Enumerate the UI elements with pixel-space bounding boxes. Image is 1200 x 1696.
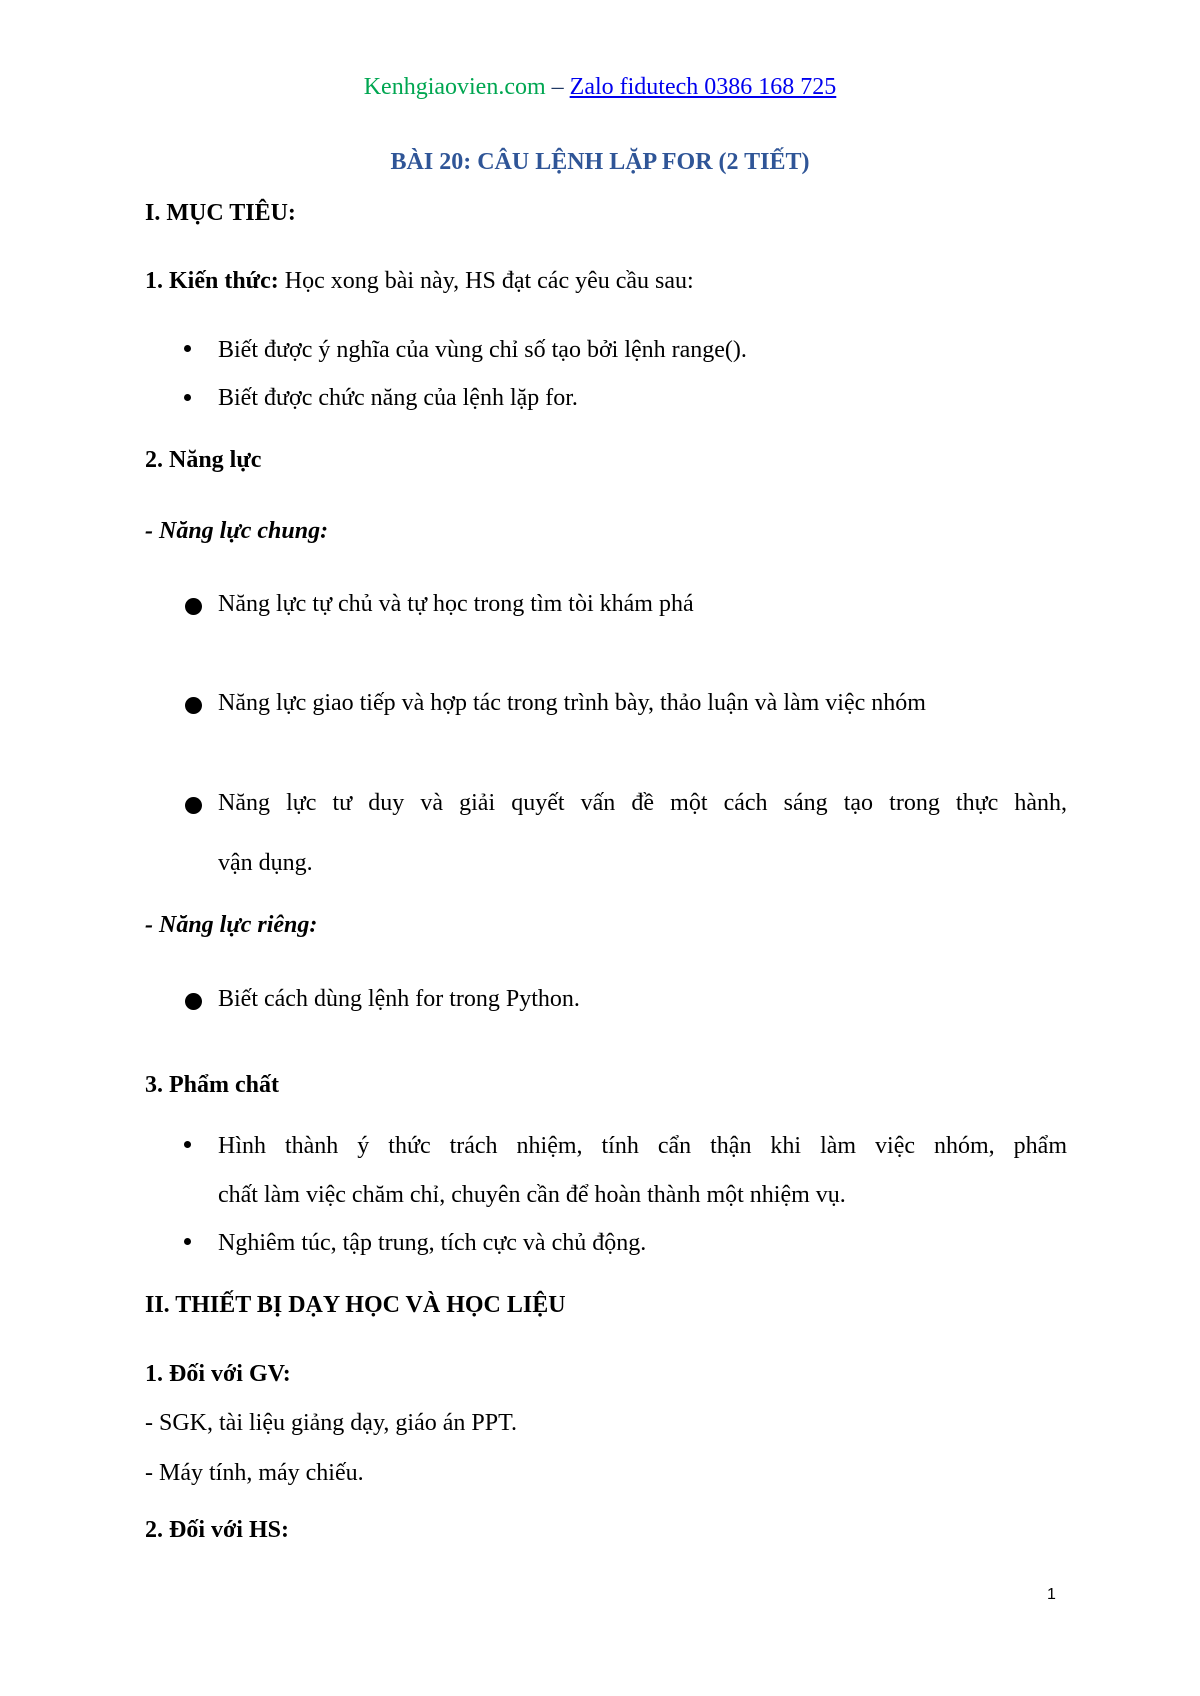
knowledge-text: Học xong bài này, HS đạt các yêu cầu sau: bbox=[278, 268, 694, 294]
bullet-icon bbox=[184, 394, 191, 401]
teacher-item-2: - Máy tính, máy chiếu. bbox=[145, 1460, 364, 1486]
header-separator: – bbox=[545, 74, 570, 100]
knowledge-bullet-1: Biết được ý nghĩa của vùng chỉ số tạo bởi lệnh range(). bbox=[218, 337, 747, 363]
knowledge-bullet-2: Biết được chức năng của lệnh lặp for. bbox=[218, 385, 578, 411]
qualities-bullet-2: Nghiêm túc, tập trung, tích cực và chủ động. bbox=[218, 1230, 647, 1256]
bullet-icon bbox=[185, 598, 202, 615]
teacher-heading: 1. Đối với GV: bbox=[145, 1361, 291, 1387]
specific-bullet-1: Biết cách dùng lệnh for trong Python. bbox=[218, 986, 580, 1012]
bullet-icon bbox=[185, 697, 202, 714]
teacher-item-1: - SGK, tài liệu giảng dạy, giáo án PPT. bbox=[145, 1410, 517, 1436]
section-objectives-heading: I. MỤC TIÊU: bbox=[145, 200, 296, 226]
knowledge-paragraph bbox=[145, 268, 694, 295]
student-heading: 2. Đối với HS: bbox=[145, 1517, 289, 1543]
competence-heading: 2. Năng lực bbox=[145, 447, 262, 473]
general-bullet-3-line-1: Năng lực tư duy và giải quyết vấn đề một cách sáng tạo trong thực hành, bbox=[218, 790, 1067, 816]
qualities-heading: 3. Phẩm chất bbox=[145, 1072, 279, 1098]
general-bullet-1: Năng lực tự chủ và tự học trong tìm tòi khám phá bbox=[218, 591, 694, 617]
bullet-icon bbox=[185, 993, 202, 1010]
section-equipment-heading: II. THIẾT BỊ DẠY HỌC VÀ HỌC LIỆU bbox=[145, 1292, 566, 1318]
knowledge-label: 1. Kiến thức: bbox=[145, 268, 279, 294]
qualities-bullet-1-line-1: Hình thành ý thức trách nhiệm, tính cẩn thận khi làm việc nhóm, phẩm bbox=[218, 1133, 1067, 1159]
bullet-icon bbox=[184, 1141, 191, 1148]
bullet-icon bbox=[185, 797, 202, 814]
bullet-icon bbox=[184, 345, 191, 352]
general-competence-label: - Năng lực chung: bbox=[145, 518, 329, 544]
site-name: Kenhgiaovien.com bbox=[363, 74, 546, 100]
qualities-bullet-1-line-2: chất làm việc chăm chỉ, chuyên cần để hoàn thành một nhiệm vụ. bbox=[218, 1182, 846, 1208]
page-header bbox=[0, 74, 1200, 101]
lesson-title: BÀI 20: CÂU LỆNH LẶP FOR (2 TIẾT) bbox=[390, 149, 810, 175]
general-bullet-2: Năng lực giao tiếp và hợp tác trong trình bày, thảo luận và làm việc nhóm bbox=[218, 690, 926, 716]
page-number: 1 bbox=[1047, 1586, 1056, 1603]
specific-competence-label: - Năng lực riêng: bbox=[145, 912, 318, 938]
bullet-icon bbox=[184, 1238, 191, 1245]
general-bullet-3-line-2: vận dụng. bbox=[218, 850, 313, 876]
zalo-link[interactable]: Zalo fidutech 0386 168 725 bbox=[569, 74, 837, 100]
